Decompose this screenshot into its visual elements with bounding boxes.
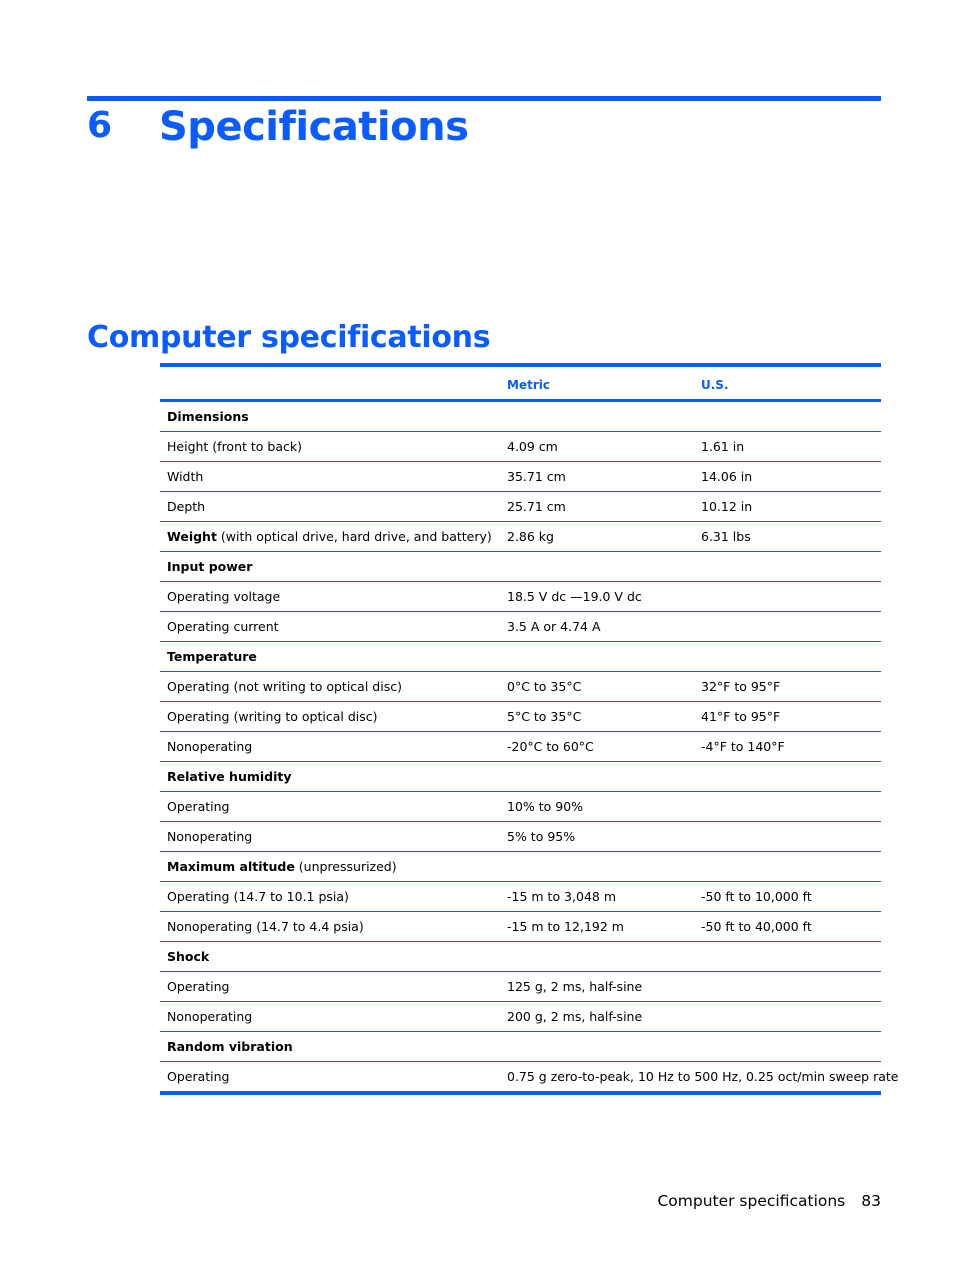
row-label	[167, 860, 397, 874]
row-label: Random vibration	[167, 1039, 293, 1054]
row-label: Operating voltage	[167, 589, 281, 604]
row-label: Operating (writing to optical disc)	[167, 709, 378, 724]
table-row	[160, 612, 881, 642]
footer-section-name: Computer specifications	[657, 1192, 846, 1210]
table-group-row	[160, 762, 881, 792]
row-label-strong: Maximum altitude	[167, 859, 295, 874]
row-us-value: -4°F to 140°F	[701, 739, 785, 754]
row-metric-value: -20°C to 60°C	[507, 739, 594, 754]
table-row	[160, 522, 881, 552]
table-row	[160, 1002, 881, 1032]
row-label: Temperature	[167, 649, 257, 664]
chapter-number: 6	[87, 105, 113, 146]
row-label: Height (front to back)	[167, 439, 302, 454]
row-metric-value: 0.75 g zero-to-peak, 10 Hz to 500 Hz, 0.25 oct/min sweep rate	[507, 1069, 899, 1084]
header-metric: Metric	[507, 378, 550, 392]
table-row	[160, 1062, 899, 1092]
table-row	[160, 702, 881, 732]
page-number: 83	[861, 1192, 881, 1210]
table-row	[160, 432, 881, 462]
row-us-value: 6.31 lbs	[701, 529, 751, 544]
row-label-strong: Weight	[167, 529, 217, 544]
spec-table	[160, 363, 899, 1095]
row-metric-value: 18.5 V dc —19.0 V dc	[507, 589, 642, 604]
row-us-value: -50 ft to 10,000 ft	[701, 889, 812, 904]
table-row	[160, 672, 881, 702]
row-label: Width	[167, 469, 204, 484]
row-metric-value: 25.71 cm	[507, 499, 566, 514]
table-row	[160, 582, 881, 612]
row-metric-value: -15 m to 12,192 m	[507, 919, 624, 934]
row-us-value: 41°F to 95°F	[701, 709, 781, 724]
row-label: Operating	[167, 799, 230, 814]
row-metric-value: 5% to 95%	[507, 829, 576, 844]
table-body	[160, 402, 899, 1092]
row-metric-value: 35.71 cm	[507, 469, 566, 484]
table-group-row	[160, 1032, 881, 1062]
row-label: Input power	[167, 559, 253, 574]
table-group-row	[160, 642, 881, 672]
row-label: Nonoperating	[167, 1009, 253, 1024]
table-group-row	[160, 552, 881, 582]
row-label-note: (with optical drive, hard drive, and battery)	[216, 529, 492, 544]
row-label: Operating (14.7 to 10.1 psia)	[167, 889, 349, 904]
row-metric-value: 5°C to 35°C	[507, 709, 582, 724]
section-title: Computer specifications	[87, 320, 491, 355]
row-metric-value: 2.86 kg	[507, 529, 554, 544]
row-us-value: 32°F to 95°F	[701, 679, 781, 694]
row-us-value: -50 ft to 40,000 ft	[701, 919, 812, 934]
row-label: Operating (not writing to optical disc)	[167, 679, 402, 694]
row-metric-value: 10% to 90%	[507, 799, 584, 814]
row-label: Operating	[167, 1069, 230, 1084]
table-row	[160, 822, 881, 852]
table-row	[160, 972, 881, 1002]
row-label: Operating current	[167, 619, 279, 634]
row-metric-value: 4.09 cm	[507, 439, 558, 454]
row-label: Nonoperating (14.7 to 4.4 psia)	[167, 919, 364, 934]
row-label: Nonoperating	[167, 739, 253, 754]
table-row	[160, 492, 881, 522]
row-metric-value: 200 g, 2 ms, half-sine	[507, 1009, 643, 1024]
row-label-note: (unpressurized)	[294, 859, 397, 874]
row-metric-value: 0°C to 35°C	[507, 679, 582, 694]
chapter-title: Specifications	[159, 104, 469, 150]
table-group-row	[160, 942, 881, 972]
row-label: Operating	[167, 979, 230, 994]
row-metric-value: -15 m to 3,048 m	[507, 889, 616, 904]
row-metric-value: 125 g, 2 ms, half-sine	[507, 979, 643, 994]
row-label: Relative humidity	[167, 769, 292, 784]
row-metric-value: 3.5 A or 4.74 A	[507, 619, 601, 634]
row-us-value: 10.12 in	[701, 499, 753, 514]
header-us: U.S.	[701, 378, 729, 392]
chapter-rule	[87, 96, 881, 101]
row-label: Nonoperating	[167, 829, 253, 844]
table-row	[160, 882, 881, 912]
table-row	[160, 792, 881, 822]
table-group-row	[160, 402, 881, 432]
row-label: Dimensions	[167, 409, 249, 424]
page-footer	[657, 1191, 881, 1211]
table-row	[160, 732, 881, 762]
row-label	[167, 530, 492, 544]
table-header-row	[160, 367, 881, 402]
row-us-value: 14.06 in	[701, 469, 753, 484]
row-label: Depth	[167, 499, 206, 514]
row-label: Shock	[167, 949, 210, 964]
table-group-row	[160, 852, 881, 882]
table-row	[160, 462, 881, 492]
row-us-value: 1.61 in	[701, 439, 745, 454]
table-row	[160, 912, 881, 942]
